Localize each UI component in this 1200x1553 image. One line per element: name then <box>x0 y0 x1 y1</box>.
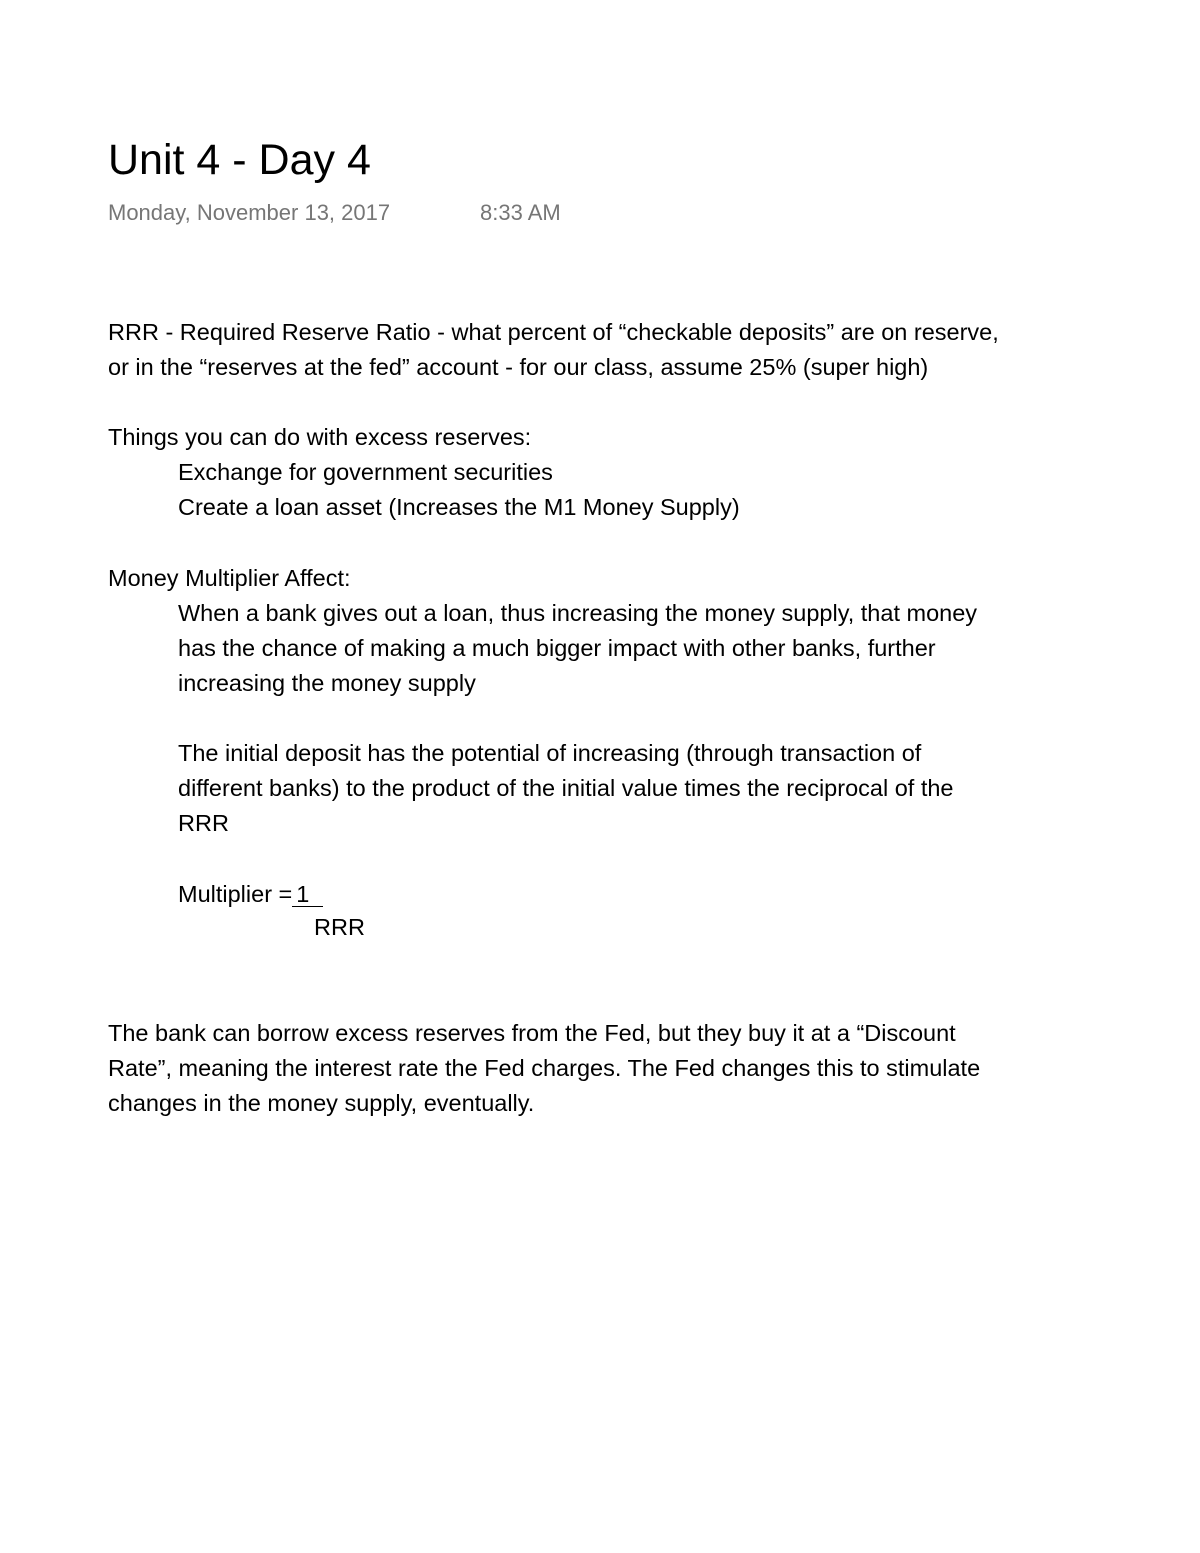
note-date: Monday, November 13, 2017 <box>108 200 391 225</box>
deposit-paragraph-line: different banks) to the product of the initial value times the reciprocal of the <box>178 775 954 801</box>
rrr-definition-line: or in the “reserves at the fed” account - for our class, assume 25% (super high) <box>108 354 929 380</box>
excess-reserves-heading: Things you can do with excess reserves: <box>108 424 532 450</box>
multiplier-formula <box>178 879 323 909</box>
rrr-definition-line: RRR - Required Reserve Ratio - what percent of “checkable deposits” are on reserve, <box>108 319 999 345</box>
excess-reserves-item: Exchange for government securities <box>178 459 553 485</box>
discount-rate-line: Rate”, meaning the interest rate the Fed charges. The Fed changes this to stimulate <box>108 1055 981 1081</box>
multiplier-paragraph-line: increasing the money supply <box>178 670 476 696</box>
page-title: Unit 4 - Day 4 <box>108 136 371 184</box>
discount-rate-line: changes in the money supply, eventually. <box>108 1090 535 1116</box>
money-multiplier-heading: Money Multiplier Affect: <box>108 565 351 591</box>
formula-numerator: 1 <box>292 882 323 907</box>
deposit-paragraph-line: The initial deposit has the potential of increasing (through transaction of <box>178 740 922 766</box>
formula-denominator: RRR <box>314 914 365 940</box>
deposit-paragraph-line: RRR <box>178 810 229 836</box>
multiplier-paragraph-line: When a bank gives out a loan, thus increasing the money supply, that money <box>178 600 978 626</box>
multiplier-paragraph-line: has the chance of making a much bigger impact with other banks, further <box>178 635 936 661</box>
discount-rate-line: The bank can borrow excess reserves from the Fed, but they buy it at a “Discount <box>108 1020 956 1046</box>
excess-reserves-item: Create a loan asset (Increases the M1 Money Supply) <box>178 494 740 520</box>
formula-label: Multiplier = <box>178 881 293 907</box>
note-time: 8:33 AM <box>480 200 561 225</box>
